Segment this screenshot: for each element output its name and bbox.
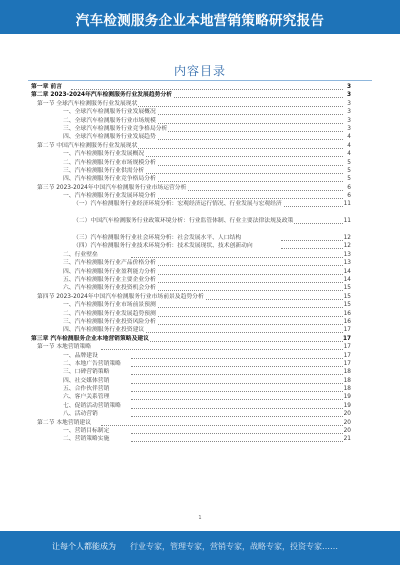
- toc-entry[interactable]: [31, 393, 351, 401]
- toc-entry-page: 3: [343, 83, 351, 91]
- toc-entry-page: 6: [343, 192, 351, 200]
- toc-entry-text: （一）汽车检测服务行业经济环境分析：宏观经济运行情况、行业发展与宏观经济: [73, 201, 282, 208]
- toc-entry-page: 11: [343, 201, 351, 208]
- toc-entry[interactable]: [31, 117, 351, 125]
- toc-entry-page: 11: [343, 218, 351, 225]
- toc-entry-text: 一、汽车检测服务行业发展环境分析: [63, 193, 156, 200]
- toc-entry-text: （四）汽车检测服务行业技术环境分析：技术发展现状、技术创新动向: [73, 243, 253, 250]
- toc-entry[interactable]: [31, 268, 351, 276]
- toc-entry-page: 19: [343, 394, 351, 401]
- toc-entry[interactable]: [31, 385, 351, 393]
- table-of-contents: [31, 83, 351, 444]
- toc-entry-page: 18: [343, 369, 351, 376]
- toc-leader-dots: [131, 117, 343, 124]
- toc-entry-page: 4: [343, 142, 351, 150]
- toc-entry[interactable]: [31, 435, 351, 443]
- report-footer: [0, 531, 400, 565]
- toc-entry-page: 4: [343, 133, 351, 141]
- toc-leader-dots: [131, 276, 343, 283]
- toc-entry-text: 一、品牌建设: [63, 352, 98, 359]
- toc-entry-page: 3: [343, 91, 351, 99]
- toc-entry[interactable]: [31, 142, 351, 150]
- toc-entry-page: 6: [343, 184, 351, 192]
- toc-entry[interactable]: [31, 192, 351, 200]
- toc-entry-text: 第一节 本地营销策略: [37, 344, 92, 351]
- toc-entry-text: 四、全球汽车检测服务行业发展趋势: [63, 134, 156, 141]
- toc-entry-page: 17: [343, 335, 352, 342]
- toc-entry-text: 二、汽车检测服务行业市场规模分析: [63, 159, 156, 166]
- toc-leader-dots: [131, 133, 343, 140]
- toc-leader-dots: [131, 377, 343, 384]
- toc-entry-text: 二、行业壁垒: [63, 251, 98, 258]
- toc-leader-dots: [131, 360, 343, 367]
- toc-entry[interactable]: [31, 293, 351, 301]
- toc-entry[interactable]: [31, 100, 351, 108]
- toc-leader-dots: [131, 175, 343, 182]
- toc-entry-page: 17: [343, 344, 351, 351]
- toc-leader-dots: [131, 259, 343, 266]
- toc-entry-text: 二、本地广告营销策略: [63, 360, 121, 367]
- toc-entry[interactable]: [31, 133, 351, 141]
- toc-entry-text: 三、全球汽车检测服务行业竞争格局分析: [63, 125, 168, 132]
- toc-entry[interactable]: [31, 83, 351, 91]
- toc-entry-text: 二、营销策略实施: [63, 436, 110, 443]
- toc-entry-page: 15: [343, 293, 351, 300]
- toc-leader-dots: [131, 268, 343, 275]
- toc-entry-page: 17: [343, 352, 351, 359]
- page-number: 1: [198, 515, 202, 521]
- toc-entry-text: 一、营销目标制定: [63, 428, 110, 435]
- toc-leader-dots: [131, 284, 343, 291]
- toc-entry[interactable]: [31, 125, 351, 133]
- toc-entry[interactable]: [31, 167, 351, 175]
- toc-entry[interactable]: [31, 410, 351, 418]
- report-title: 汽车检测服务企业本地营销策略研究报告: [75, 13, 325, 29]
- toc-entry-text: 四、汽车检测服务行业竞争格局分析: [63, 176, 156, 183]
- toc-entry[interactable]: [31, 242, 351, 250]
- toc-entry-page: 16: [343, 318, 351, 325]
- toc-entry[interactable]: [31, 251, 351, 259]
- toc-entry[interactable]: [31, 377, 351, 385]
- toc-leader-dots: [131, 385, 343, 392]
- toc-leader-dots: [131, 150, 343, 157]
- toc-leader-dots: [131, 108, 343, 115]
- toc-entry[interactable]: [31, 326, 351, 334]
- toc-entry-text: 六、汽车检测服务行业投资机会分析: [63, 285, 156, 292]
- toc-entry-text: 四、汽车检测服务行业盈利能力分析: [63, 268, 156, 275]
- toc-entry[interactable]: [31, 284, 351, 292]
- toc-entry-text: （二）中国汽车检测服务行业政策环境分析：行业监管体制、行业主要法律法规及政策: [73, 218, 294, 225]
- toc-leader-dots: [131, 192, 343, 199]
- toc-entry-page: 19: [343, 402, 351, 409]
- toc-leader-dots: [131, 251, 343, 258]
- toc-entry-text: 一、汽车检测服务行业发展概况: [63, 151, 145, 158]
- toc-entry-text: 二、全球汽车检测服务行业市场规模: [63, 117, 156, 124]
- toc-entry[interactable]: [31, 352, 351, 360]
- toc-entry-page: 3: [343, 117, 351, 125]
- toc-entry[interactable]: [31, 234, 351, 242]
- toc-entry-page: 21: [343, 436, 351, 443]
- toc-entry-text: 第二节 中国汽车检测服务行业发展现状: [37, 142, 138, 149]
- toc-entry-page: 12: [343, 235, 351, 242]
- toc-leader-dots: [101, 419, 343, 426]
- toc-entry-page: 4: [343, 150, 351, 158]
- toc-leader-dots: [101, 343, 343, 350]
- toc-entry-text: 三、汽车检测服务行业产品价格分析: [63, 260, 156, 267]
- toc-entry-page: 18: [343, 377, 351, 384]
- toc-leader-dots: [131, 167, 343, 174]
- toc-entry-page: 20: [343, 428, 351, 435]
- toc-leader-dots: [131, 435, 343, 442]
- toc-leader-dots: [131, 159, 343, 166]
- toc-entry-text: 第三章 汽车检测服务企业本地营销策略及建议: [31, 335, 149, 342]
- toc-leader-dots: [131, 301, 343, 308]
- toc-leader-dots: [131, 318, 343, 325]
- toc-entry-page: 18: [343, 386, 351, 393]
- toc-leader-dots: [131, 368, 343, 375]
- toc-entry[interactable]: [31, 360, 351, 368]
- toc-entry-text: 第三节 2023-2024年中国汽车检测服务行业市场运营分析: [37, 184, 187, 191]
- toc-entry[interactable]: [31, 217, 351, 234]
- toc-entry[interactable]: [31, 108, 351, 116]
- toc-entry[interactable]: [31, 427, 351, 435]
- toc-entry-text: 四、社交媒体营销: [63, 377, 110, 384]
- toc-entry-page: 15: [343, 285, 351, 292]
- toc-entry[interactable]: [31, 343, 351, 351]
- toc-entry-text: 三、口碑营销策略: [63, 369, 110, 376]
- toc-leader-dots: [131, 310, 343, 317]
- toc-entry[interactable]: [31, 310, 351, 318]
- toc-entry-page: 3: [343, 125, 351, 133]
- toc-entry[interactable]: [31, 402, 351, 410]
- toc-entry-text: （三）汽车检测服务行业社会环境分析：社会发展水平、人口结构: [73, 235, 242, 242]
- footer-tags: 行业专家，管理专家，营销专家，战略专家，投资专家……: [130, 542, 338, 551]
- toc-entry[interactable]: [31, 301, 351, 309]
- toc-leader-dots: [131, 352, 343, 359]
- toc-entry[interactable]: [31, 335, 351, 343]
- toc-heading: 内容目录: [173, 64, 226, 78]
- toc-entry-text: 四、汽车检测服务行业投资建议: [63, 327, 145, 334]
- toc-entry-text: 七、促销活动营销策略: [63, 402, 121, 409]
- toc-leader-dots: [131, 326, 343, 333]
- toc-entry-text: 三、汽车检测服务行业供需分析: [63, 167, 145, 174]
- toc-entry[interactable]: [31, 318, 351, 326]
- toc-entry-text: 第一章 前言: [31, 84, 63, 90]
- toc-entry-text: 一、全球汽车检测服务行业发展概况: [63, 109, 156, 116]
- toc-entry-page: 3: [343, 100, 351, 108]
- footer-slogan: 让每个人都能成为: [52, 542, 116, 551]
- toc-entry-page: 16: [343, 310, 351, 317]
- toc-entry[interactable]: [31, 200, 351, 217]
- toc-entry[interactable]: [31, 91, 351, 99]
- toc-entry-page: 13: [343, 251, 351, 258]
- toc-entry-text: 一、汽车检测服务行业市场前景预测: [63, 302, 156, 309]
- toc-leader-dots: [131, 427, 343, 434]
- toc-entry-text: 五、合作伙伴营销: [63, 386, 110, 393]
- toc-entry-text: 五、汽车检测服务行业主要企业分析: [63, 277, 156, 284]
- toc-entry-text: 第二节 本地营销建议: [37, 419, 92, 426]
- report-header: [0, 0, 400, 34]
- toc-entry-page: 13: [343, 260, 351, 267]
- toc-entry-page: 15: [343, 302, 351, 309]
- toc-entry-page: 20: [343, 419, 351, 426]
- toc-entry[interactable]: [31, 368, 351, 376]
- toc-entry-text: 八、活动营销: [63, 411, 98, 418]
- toc-leader-dots: [131, 402, 343, 409]
- toc-entry-text: 第四节 2023-2024年中国汽车检测服务行业市场前景及趋势分析: [37, 293, 204, 300]
- toc-entry-page: 20: [343, 411, 351, 418]
- toc-entry-page: 5: [343, 175, 351, 183]
- toc-entry-page: 12: [343, 243, 351, 250]
- toc-entry[interactable]: [31, 419, 351, 427]
- toc-leader-dots: [131, 410, 343, 417]
- toc-divider: [28, 80, 372, 81]
- toc-entry-page: 17: [343, 360, 351, 367]
- toc-entry-text: 第一节 全球汽车检测服务行业发展现状: [37, 100, 138, 107]
- toc-entry-page: 14: [343, 268, 351, 275]
- toc-entry[interactable]: [31, 175, 351, 183]
- toc-entry[interactable]: [31, 259, 351, 267]
- toc-entry-text: 二、汽车检测服务行业发展趋势预测: [63, 310, 156, 317]
- toc-entry[interactable]: [31, 159, 351, 167]
- toc-entry[interactable]: [31, 276, 351, 284]
- toc-entry-page: 14: [343, 277, 351, 284]
- toc-entry-text: 第二章 2023-2024年汽车检测服务行业发展趋势分析: [31, 92, 173, 99]
- toc-entry[interactable]: [31, 150, 351, 158]
- toc-entry-text: 三、汽车检测服务行业投资风险分析: [63, 318, 156, 325]
- toc-entry-page: 5: [343, 167, 351, 175]
- toc-entry-text: 六、客户关系管理: [63, 394, 110, 401]
- toc-leader-dots: [131, 393, 343, 400]
- toc-entry-page: 5: [343, 159, 351, 167]
- toc-entry-page: 17: [343, 327, 351, 334]
- toc-entry[interactable]: [31, 184, 351, 192]
- toc-leader-dots: [71, 83, 343, 90]
- toc-entry-page: 3: [343, 108, 351, 116]
